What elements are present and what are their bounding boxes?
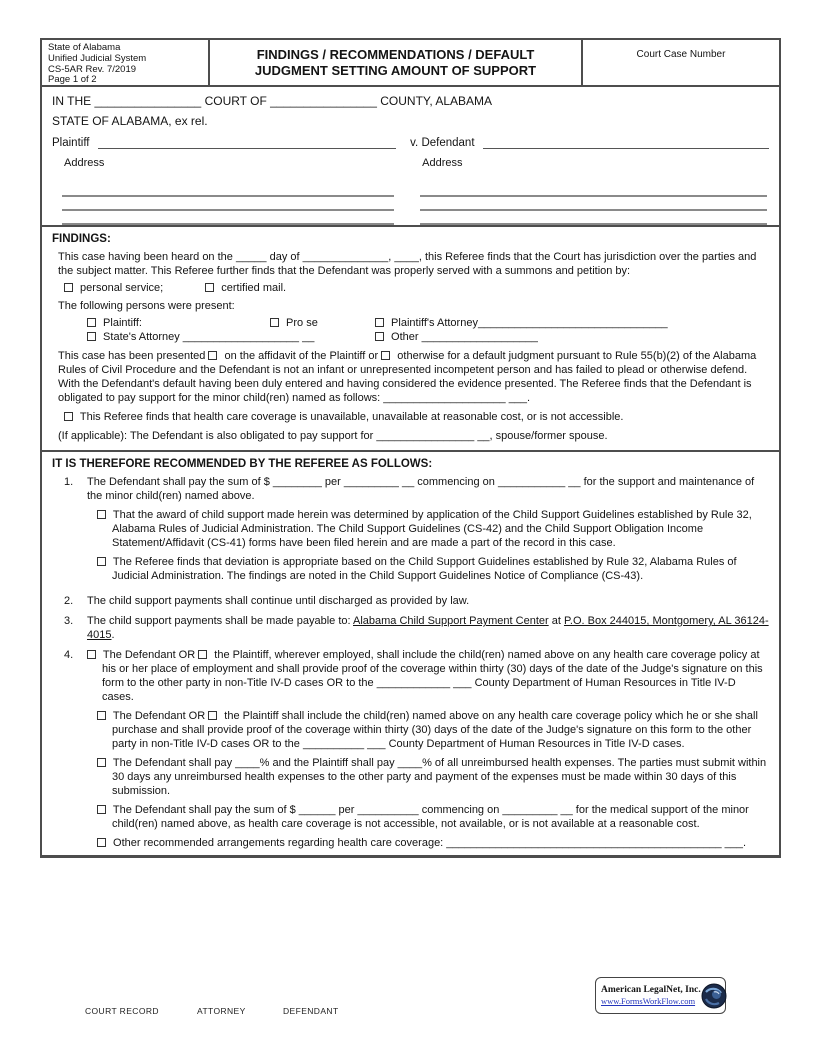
underlined-text: Alabama Child Support Payment Center [353,615,549,627]
form-box [40,38,781,858]
court-case-number-cell[interactable] [583,40,779,85]
present-row-2 [87,330,770,344]
legalnet-name: American LegalNet, Inc. [601,984,701,995]
healthcare-unavailable-checkbox[interactable] [64,412,73,421]
item-number: 2. [64,595,74,607]
guidelines-applied-paragraph: That the award of child support made herein was determined by application of the Child Support Guidelines established by Rule 32, Alabama Rules of Judicial Administration. The Child Support Guidelines (CS-42) and the Child Support Obligation Income Statement/Affidavit (CS-41) forms have been filed herein and are made a part of the record in this case. [97,508,770,550]
agency-line: State of Alabama [48,42,121,53]
address-row [52,156,769,225]
defendant-address-line-2[interactable] [420,197,767,211]
defendant-block [410,136,769,151]
personal-service-checkbox[interactable] [64,283,73,292]
court-case-number-label: Court Case Number [636,49,726,60]
list-item [64,594,770,608]
defendant-address-block [410,156,769,225]
plaintiff-block [52,136,396,151]
list-item [64,648,770,855]
form-header [42,40,779,87]
present-plaintiffs-attorney-checkbox[interactable] [375,318,384,327]
defendant-address-line-3[interactable] [420,211,767,225]
agency-block [42,40,210,85]
present-states-attorney-option: State's Attorney ___________________ __ [87,330,375,344]
deviation-paragraph: The Referee finds that deviation is appropriate based on the Child Support Guidelines established by Rule 32, Alabama Rules of Judicial Administration. The findings are noted in the Child Support Guidelines Notice of Compliance (CS-43). [97,555,770,583]
formsworkflow-link[interactable]: www.FormsWorkFlow.com [601,995,696,1006]
plaintiff-address-label: Address [64,157,105,169]
party-row [52,136,769,151]
state-line: STATE OF ALABAMA, ex rel. [52,114,208,128]
employer-coverage-paragraph: The Defendant OR the Plaintiff, wherever employed, shall include the child(ren) named above on any health care coverage policy at his or her place of employment and shall provide proof of the coverage within thirty (30) days of the date of the Judge's signature on this form to the other party in non-Title IV-D cases OR to the ____________ ___ County Department of Human Resources in Title IV-D cases. [87,648,770,704]
form-number: CS-5AR Rev. 7/2019 [48,63,137,75]
present-states-attorney-checkbox[interactable] [87,332,96,341]
recommendations-section [42,452,779,872]
defendant-address-label: Address [422,157,463,169]
present-other-option: Other ___________________ [375,330,770,344]
if-applicable-paragraph: (If applicable): The Defendant is also obligated to pay support for ________________ __, spouse/former spouse. [58,430,608,442]
defendant-label: v. Defendant [410,137,475,149]
heard-paragraph: This case having been heard on the _____ day of ______________, ____, this Referee finds that the Court has jurisdiction over the parties and the subject matter. This Referee further finds that the Defendant was properly served with a summons and petition by: [58,251,757,277]
persons-present-grid [52,316,770,344]
form-title-line2: JUDGMENT SETTING AMOUNT OF SUPPORT [254,63,537,78]
service-options-row: personal service; certified mail. [64,281,770,295]
legalnet-logo-text [601,985,701,1007]
globe-icon [701,983,727,1009]
plaintiff-address-line-3[interactable] [62,211,394,225]
underlined-text: P.O. Box 244015, Montgomery, AL 36124-4015 [87,615,769,641]
present-pro-se-checkbox[interactable] [270,318,279,327]
defendant-purchase-coverage-checkbox[interactable] [97,711,106,720]
affidavit-of-plaintiff-checkbox[interactable] [208,351,217,360]
default-judgment-paragraph: This case has been presented on the affidavit of the Plaintiff or otherwise for a default judgment pursuant to Rule 55(b)(2) of the Alabama Rules of Civil Procedure and the Defendant is not an infant or unrepresented incompetent person and has failed to plead or otherwise defend. With the Defendant's default having been duly entered and having considered the evidence presented. The Referee finds that the Defendant is obligated to pay support for the minor child(ren) named as follows: ____________________ ___. [58,350,757,404]
findings-section [42,225,779,452]
item-body [87,648,770,855]
recommendations-list [64,475,770,855]
plaintiff-address-line-2[interactable] [62,197,394,211]
court-line[interactable]: IN THE ________________ COURT OF ________________ COUNTY, ALABAMA [52,94,493,108]
present-pro-se-option: Pro se [270,316,375,330]
case-caption [42,87,779,225]
page-number: Page 1 of 2 [48,74,97,86]
plaintiff-name-field[interactable] [98,136,397,149]
defendant-name-field[interactable] [483,136,769,149]
copy-label-defendant: DEFENDANT [283,1006,339,1016]
medical-support-paragraph: The Defendant shall pay the sum of $ ______ per __________ commencing on _________ __ for the medical support of the minor child(ren) named above, as health care coverage is not accessible, not available, or is not available at a reasonable cost. [97,803,770,831]
plaintiff-address-block [52,156,396,225]
unreimbursed-expenses-split-checkbox[interactable] [97,758,106,767]
item-number: 3. [64,615,74,627]
medical-support-sum-checkbox[interactable] [97,805,106,814]
certified-mail-checkbox[interactable] [205,283,214,292]
continue-until-discharged-paragraph: The child support payments shall continue until discharged as provided by law. [87,595,470,607]
agency-line: Unified Judicial System [48,52,147,64]
present-other-checkbox[interactable] [375,332,384,341]
defendant-employer-coverage-checkbox[interactable] [87,650,96,659]
item-number: 1. [64,476,74,488]
other-arrangements-paragraph: Other recommended arrangements regarding health care coverage: _____________________________________________ ___. [97,836,770,850]
present-plaintiff-option: Plaintiff: [87,316,270,330]
healthcare-unavailable-paragraph: This Referee finds that health care coverage is unavailable, unavailable at reasonable cost, or is not accessible. [64,410,770,424]
list-item [64,475,770,588]
defendant-address-line-1[interactable] [420,183,767,197]
findings-heading: FINDINGS: [52,233,111,245]
legalnet-logo[interactable] [595,977,726,1014]
list-item [64,614,770,642]
other-arrangements-checkbox[interactable] [97,838,106,847]
present-intro: The following persons were present: [58,300,235,312]
item-body [87,475,770,588]
otherwise-default-checkbox[interactable] [381,351,390,360]
payment-center-paragraph: The child support payments shall be made payable to: Alabama Child Support Payment Center at P.O. Box 244015, Montgomery, AL 36124-4015. [87,615,769,641]
guidelines-applied-checkbox[interactable] [97,510,106,519]
plaintiff-employer-coverage-checkbox[interactable] [198,650,207,659]
form-title-line1: FINDINGS / RECOMMENDATIONS / DEFAULT [256,47,535,62]
support-sum-paragraph: The Defendant shall pay the sum of $ ________ per _________ __ commencing on ___________ __ for the support and maintenance of the minor child(ren) named above. [87,476,755,502]
deviation-checkbox[interactable] [97,557,106,566]
present-row-1 [87,316,770,330]
spacer [163,290,205,291]
unreimbursed-expenses-paragraph: The Defendant shall pay ____% and the Plaintiff shall pay ____% of all unreimbursed health expenses. The parties must submit within 30 days any unreimbursed health expenses to the other party and payment of the expenses must be made within 30 days of this submission. [97,756,770,798]
item-number: 4. [64,649,74,661]
recommendations-heading: IT IS THEREFORE RECOMMENDED BY THE REFEREE AS FOLLOWS: [52,458,433,470]
plaintiff-label: Plaintiff [52,137,90,149]
plaintiff-purchase-coverage-checkbox[interactable] [208,711,217,720]
copy-label-court-record: COURT RECORD [85,1006,159,1016]
plaintiff-address-line-1[interactable] [62,183,394,197]
form-title [210,40,583,85]
present-plaintiffs-attorney-option: Plaintiff's Attorney_______________________________ [375,316,770,330]
copy-label-attorney: ATTORNEY [197,1006,246,1016]
purchase-coverage-paragraph: The Defendant OR the Plaintiff shall include the child(ren) named above on any health care coverage policy which he or she shall purchase and shall provide proof of the coverage within thirty (30) days of the date of the Judge's signature on this form to the other party in non-Title IV-D cases OR to the __________ ___ County Department of Human Resources in Title IV-D cases. [97,709,770,751]
present-plaintiff-checkbox[interactable] [87,318,96,327]
